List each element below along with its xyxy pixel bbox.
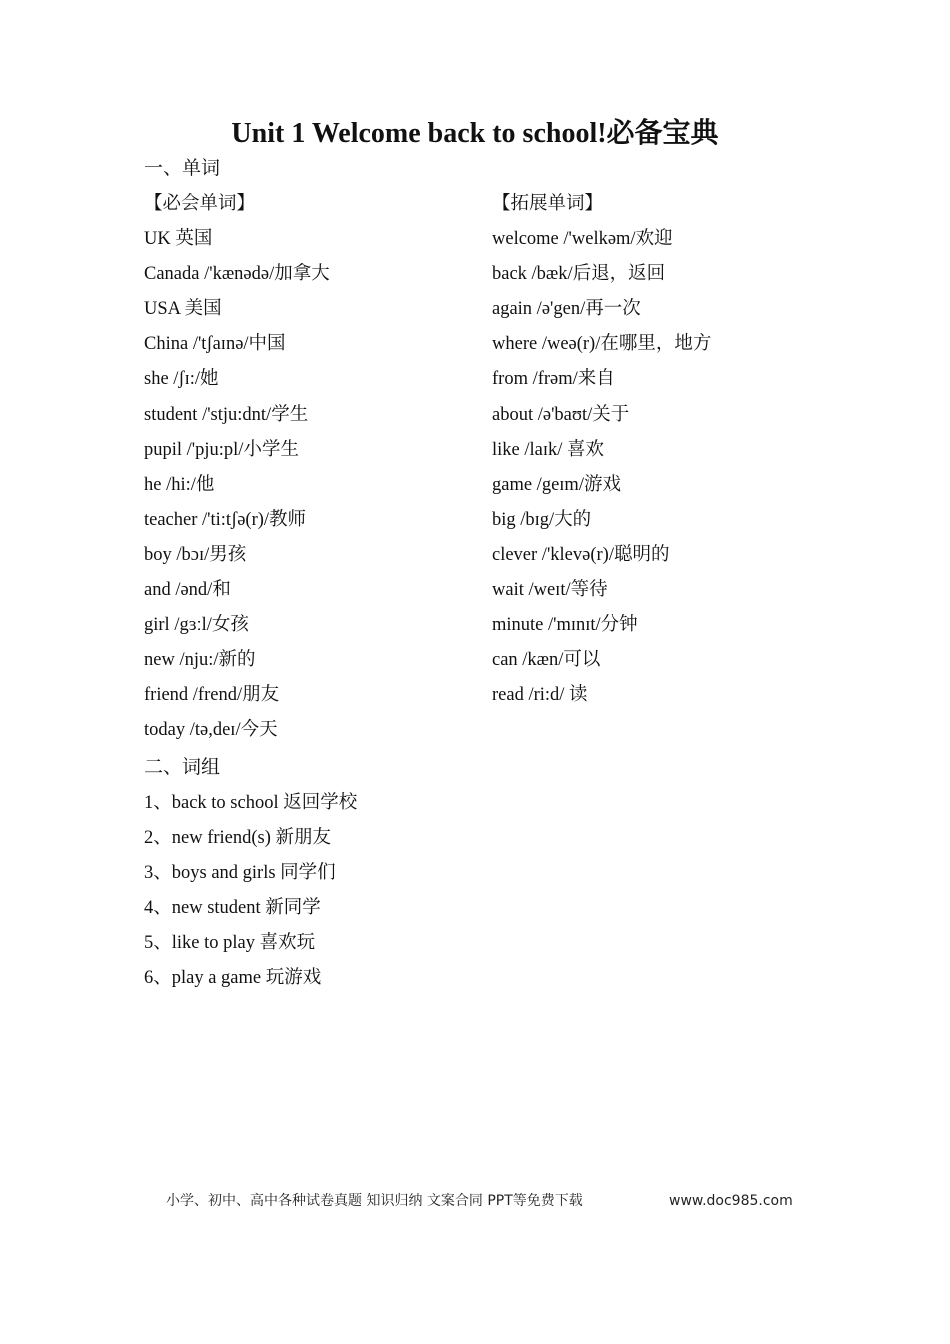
phrase-item: 5、like to play 喜欢玩	[144, 933, 316, 954]
word-item: read /ri:d/ 读	[492, 685, 588, 706]
word-item: where /weə(r)/在哪里，地方	[492, 334, 712, 355]
word-item: game /geɪm/游戏	[492, 474, 621, 495]
word-item: clever /'klevə(r)/聪明的	[492, 544, 670, 565]
section-heading-phrases: 二、词组	[144, 757, 221, 778]
word-item: from /frəm/来自	[492, 369, 615, 390]
word-item: again /ə'gen/再一次	[492, 299, 641, 320]
word-item: teacher /'ti:tʃə(r)/教师	[144, 509, 307, 530]
word-item: about /ə'baʊt/关于	[492, 404, 630, 425]
phrase-item: 3、boys and girls 同学们	[144, 863, 336, 884]
page-title: Unit 1 Welcome back to school!必备宝典	[231, 118, 719, 149]
word-item: pupil /'pju:pl/小学生	[144, 439, 299, 460]
word-item: like /laɪk/ 喜欢	[492, 439, 605, 460]
word-item: USA 美国	[144, 299, 222, 320]
word-item: Canada /'kænədə/加拿大	[144, 264, 330, 285]
phrase-item: 2、new friend(s) 新朋友	[144, 828, 332, 849]
phrases-list	[144, 790, 357, 1001]
extended-words-list	[492, 191, 711, 717]
phrase-item: 1、back to school 返回学校	[144, 793, 358, 813]
must-know-words-list	[144, 191, 330, 753]
phrase-item: 4、new student 新同学	[144, 898, 321, 919]
word-item: minute /'mɪnɪt/分钟	[492, 615, 638, 636]
must-know-words-header: 【必会单词】	[144, 194, 256, 214]
word-item: she /ʃɪ:/她	[144, 369, 219, 390]
word-item: welcome /'welkəm/欢迎	[492, 229, 673, 250]
word-item: China /'tʃaɪnə/中国	[144, 334, 286, 355]
extended-words-header: 【拓展单词】	[492, 194, 604, 214]
word-item: boy /bɔɪ/男孩	[144, 544, 247, 565]
footer-text: 小学、初中、高中各种试卷真题 知识归纳 文案合同 PPT等免费下载	[166, 1193, 583, 1209]
word-item: today /tə,deɪ/今天	[144, 720, 278, 741]
footer-url: www.doc985.com	[669, 1193, 793, 1209]
word-item: he /hi:/他	[144, 474, 215, 495]
word-item: new /nju:/新的	[144, 650, 256, 671]
word-item: student /'stju:dnt/学生	[144, 404, 309, 425]
word-item: and /ənd/和	[144, 580, 231, 601]
word-item: back /bæk/后退，返回	[492, 264, 666, 285]
word-item: friend /frend/朋友	[144, 685, 280, 706]
word-item: girl /gɜːl/女孩	[144, 615, 249, 636]
section-heading-words: 一、单词	[144, 158, 221, 179]
word-item: can /kæn/可以	[492, 650, 601, 671]
word-item: wait /weɪt/等待	[492, 580, 608, 601]
word-item: big /bɪg/大的	[492, 509, 592, 530]
phrase-item: 6、play a game 玩游戏	[144, 968, 322, 989]
word-item: UK 英国	[144, 229, 213, 250]
